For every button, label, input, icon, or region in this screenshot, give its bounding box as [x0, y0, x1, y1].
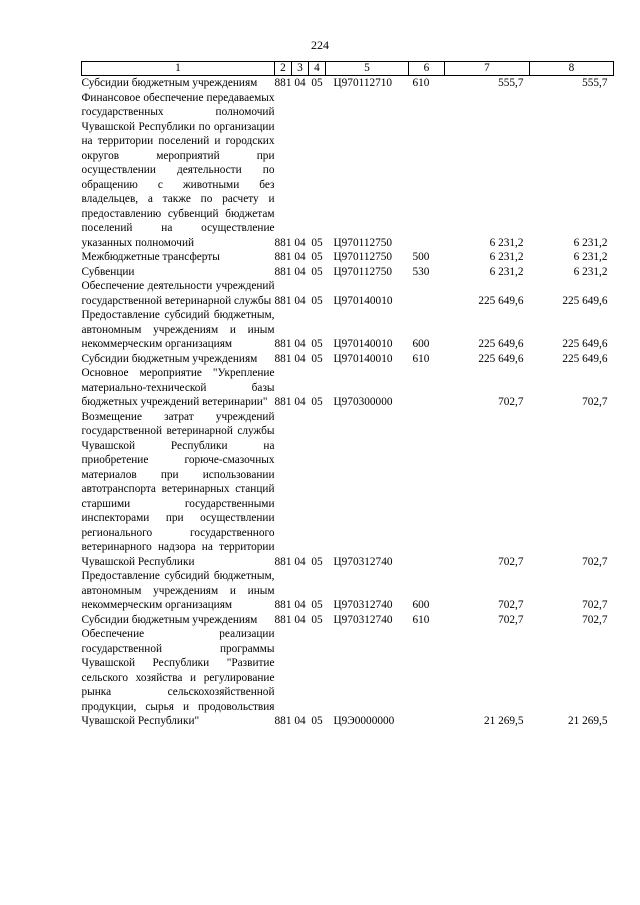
row-amount-2: 6 231,2	[573, 236, 608, 249]
table-row	[82, 279, 614, 308]
row-section: 04	[294, 352, 306, 365]
row-section: 04	[294, 77, 306, 89]
header-row	[82, 62, 614, 76]
row-expense-type	[409, 91, 445, 251]
row-subsection: 05	[311, 77, 323, 89]
row-expense-type: 610	[412, 77, 430, 89]
row-subsection: 05	[311, 715, 323, 727]
row-subsection: 05	[311, 599, 323, 611]
row-amount-1: 702,7	[498, 555, 524, 568]
row-target-article: Ц970112750	[333, 265, 393, 278]
header-col-8: 8	[530, 62, 614, 76]
row-name: Межбюджетные трансферты	[81, 251, 220, 263]
table-row	[82, 627, 614, 729]
row-name: Финансовое обеспечение передаваемых государственных полномочий Чувашской Республики по организации на территории поселений и городских округов мероприятий при осуществлении деятельности по обращению с животными без владельцев, а также по расчету и предоставлению субвенций бюджетам поселений на осуществление указанных полномочий	[81, 91, 275, 249]
row-target-article: Ц9Э0000000	[333, 715, 395, 727]
row-name: Обеспечение деятельности учреждений государственной ветеринарной службы	[81, 280, 275, 307]
row-target-article: Ц970300000	[333, 396, 393, 408]
row-admin-code: 881	[274, 294, 292, 307]
row-amount-2: 225 649,6	[562, 352, 608, 365]
budget-table	[81, 61, 614, 729]
row-expense-type: 530	[412, 265, 430, 278]
header-col-6: 6	[409, 62, 445, 76]
row-name: Субсидии бюджетным учреждениям	[81, 352, 258, 365]
row-admin-code: 881	[274, 265, 292, 278]
row-subsection: 05	[311, 352, 323, 365]
row-amount-1: 702,7	[498, 396, 524, 408]
table-row	[82, 265, 614, 280]
row-admin-code: 881	[274, 555, 292, 568]
row-section: 04	[294, 396, 306, 408]
row-name: Субсидии бюджетным учреждениям	[81, 77, 258, 89]
row-section: 04	[294, 251, 306, 263]
row-amount-1: 702,7	[498, 613, 524, 626]
row-name: Возмещение затрат учреждений государственной ветеринарной службы Чувашской Республики на приобретение горюче-смазочных материалов при использовании автотранспорта ветеринарных станций старшими государственными инспекторами при осуществлении регионального государственного ветеринарного надзора на территории Чувашской Республики	[81, 410, 275, 568]
row-expense-type: 500	[412, 251, 430, 263]
row-name: Обеспечение реализации государственной программы Чувашской Республики "Развитие сельского хозяйства и регулирование рынка сельскохозяйственной продукции, сырья и продовольствия Чувашской Республики"	[81, 628, 275, 727]
row-amount-2: 6 231,2	[573, 251, 608, 263]
table-row	[82, 613, 614, 628]
row-name: Предоставление субсидий бюджетным, автономным учреждениям и иным некоммерческим организациям	[81, 309, 275, 350]
row-name: Субвенции	[81, 265, 135, 278]
row-subsection: 05	[311, 613, 323, 626]
header-col-3: 3	[292, 62, 309, 76]
table-row	[82, 366, 614, 410]
row-target-article: Ц970312740	[333, 555, 393, 568]
row-amount-2: 702,7	[582, 599, 608, 611]
row-section: 04	[294, 599, 306, 611]
row-name: Субсидии бюджетным учреждениям	[81, 613, 258, 626]
row-amount-1: 555,7	[498, 77, 524, 89]
row-subsection: 05	[311, 396, 323, 408]
row-expense-type	[409, 279, 445, 308]
header-col-7: 7	[445, 62, 530, 76]
row-admin-code: 881	[274, 599, 292, 611]
row-section: 04	[294, 613, 306, 626]
header-col-2: 2	[275, 62, 292, 76]
row-target-article: Ц970140010	[333, 352, 393, 365]
row-expense-type: 600	[412, 338, 430, 350]
row-expense-type: 600	[412, 599, 430, 611]
row-target-article: Ц970112750	[333, 236, 393, 249]
table-row	[82, 352, 614, 367]
row-expense-type	[409, 410, 445, 570]
page-number: 224	[311, 38, 329, 52]
table-row	[82, 76, 614, 91]
row-target-article: Ц970112750	[333, 251, 393, 263]
header-col-4: 4	[309, 62, 326, 76]
row-subsection: 05	[311, 338, 323, 350]
row-expense-type: 610	[412, 613, 430, 626]
row-amount-2: 702,7	[582, 396, 608, 408]
table-row	[82, 569, 614, 613]
row-name: Предоставление субсидий бюджетным, автономным учреждениям и иным некоммерческим организациям	[81, 570, 275, 611]
row-amount-2: 225 649,6	[562, 294, 608, 307]
row-amount-1: 6 231,2	[489, 265, 524, 278]
row-amount-2: 555,7	[582, 77, 608, 89]
row-admin-code: 881	[274, 251, 292, 263]
row-section: 04	[294, 265, 306, 278]
row-amount-1: 6 231,2	[489, 236, 524, 249]
row-section: 04	[294, 236, 306, 249]
row-subsection: 05	[311, 251, 323, 263]
row-admin-code: 881	[274, 396, 292, 408]
row-admin-code: 881	[274, 715, 292, 727]
table-row	[82, 91, 614, 251]
row-target-article: Ц970112710	[333, 77, 393, 89]
row-target-article: Ц970312740	[333, 613, 393, 626]
row-expense-type	[409, 366, 445, 410]
row-amount-2: 702,7	[582, 613, 608, 626]
row-subsection: 05	[311, 294, 323, 307]
row-amount-1: 225 649,6	[478, 294, 524, 307]
row-admin-code: 881	[274, 236, 292, 249]
row-expense-type	[409, 627, 445, 729]
row-target-article: Ц970140010	[333, 338, 393, 350]
row-section: 04	[294, 555, 306, 568]
row-amount-2: 225 649,6	[562, 338, 608, 350]
row-section: 04	[294, 294, 306, 307]
row-expense-type: 610	[412, 352, 430, 365]
row-admin-code: 881	[274, 352, 292, 365]
row-amount-2: 21 269,5	[567, 715, 608, 727]
row-amount-1: 225 649,6	[478, 338, 524, 350]
table-row	[82, 410, 614, 570]
row-subsection: 05	[311, 265, 323, 278]
row-amount-1: 6 231,2	[489, 251, 524, 263]
row-amount-1: 702,7	[498, 599, 524, 611]
row-name: Основное мероприятие "Укрепление материально-технической базы бюджетных учреждений ветеринарии"	[81, 367, 275, 408]
row-amount-2: 702,7	[582, 555, 608, 568]
row-amount-2: 6 231,2	[573, 265, 608, 278]
row-target-article: Ц970140010	[333, 294, 393, 307]
row-section: 04	[294, 715, 306, 727]
header-col-1: 1	[82, 62, 275, 76]
row-admin-code: 881	[274, 338, 292, 350]
table-row	[82, 308, 614, 352]
table-row	[82, 250, 614, 265]
row-amount-1: 225 649,6	[478, 352, 524, 365]
header-col-5: 5	[326, 62, 409, 76]
row-amount-1: 21 269,5	[483, 715, 524, 727]
row-admin-code: 881	[274, 77, 292, 89]
row-subsection: 05	[311, 236, 323, 249]
row-admin-code: 881	[274, 613, 292, 626]
row-target-article: Ц970312740	[333, 599, 393, 611]
row-section: 04	[294, 338, 306, 350]
row-subsection: 05	[311, 555, 323, 568]
